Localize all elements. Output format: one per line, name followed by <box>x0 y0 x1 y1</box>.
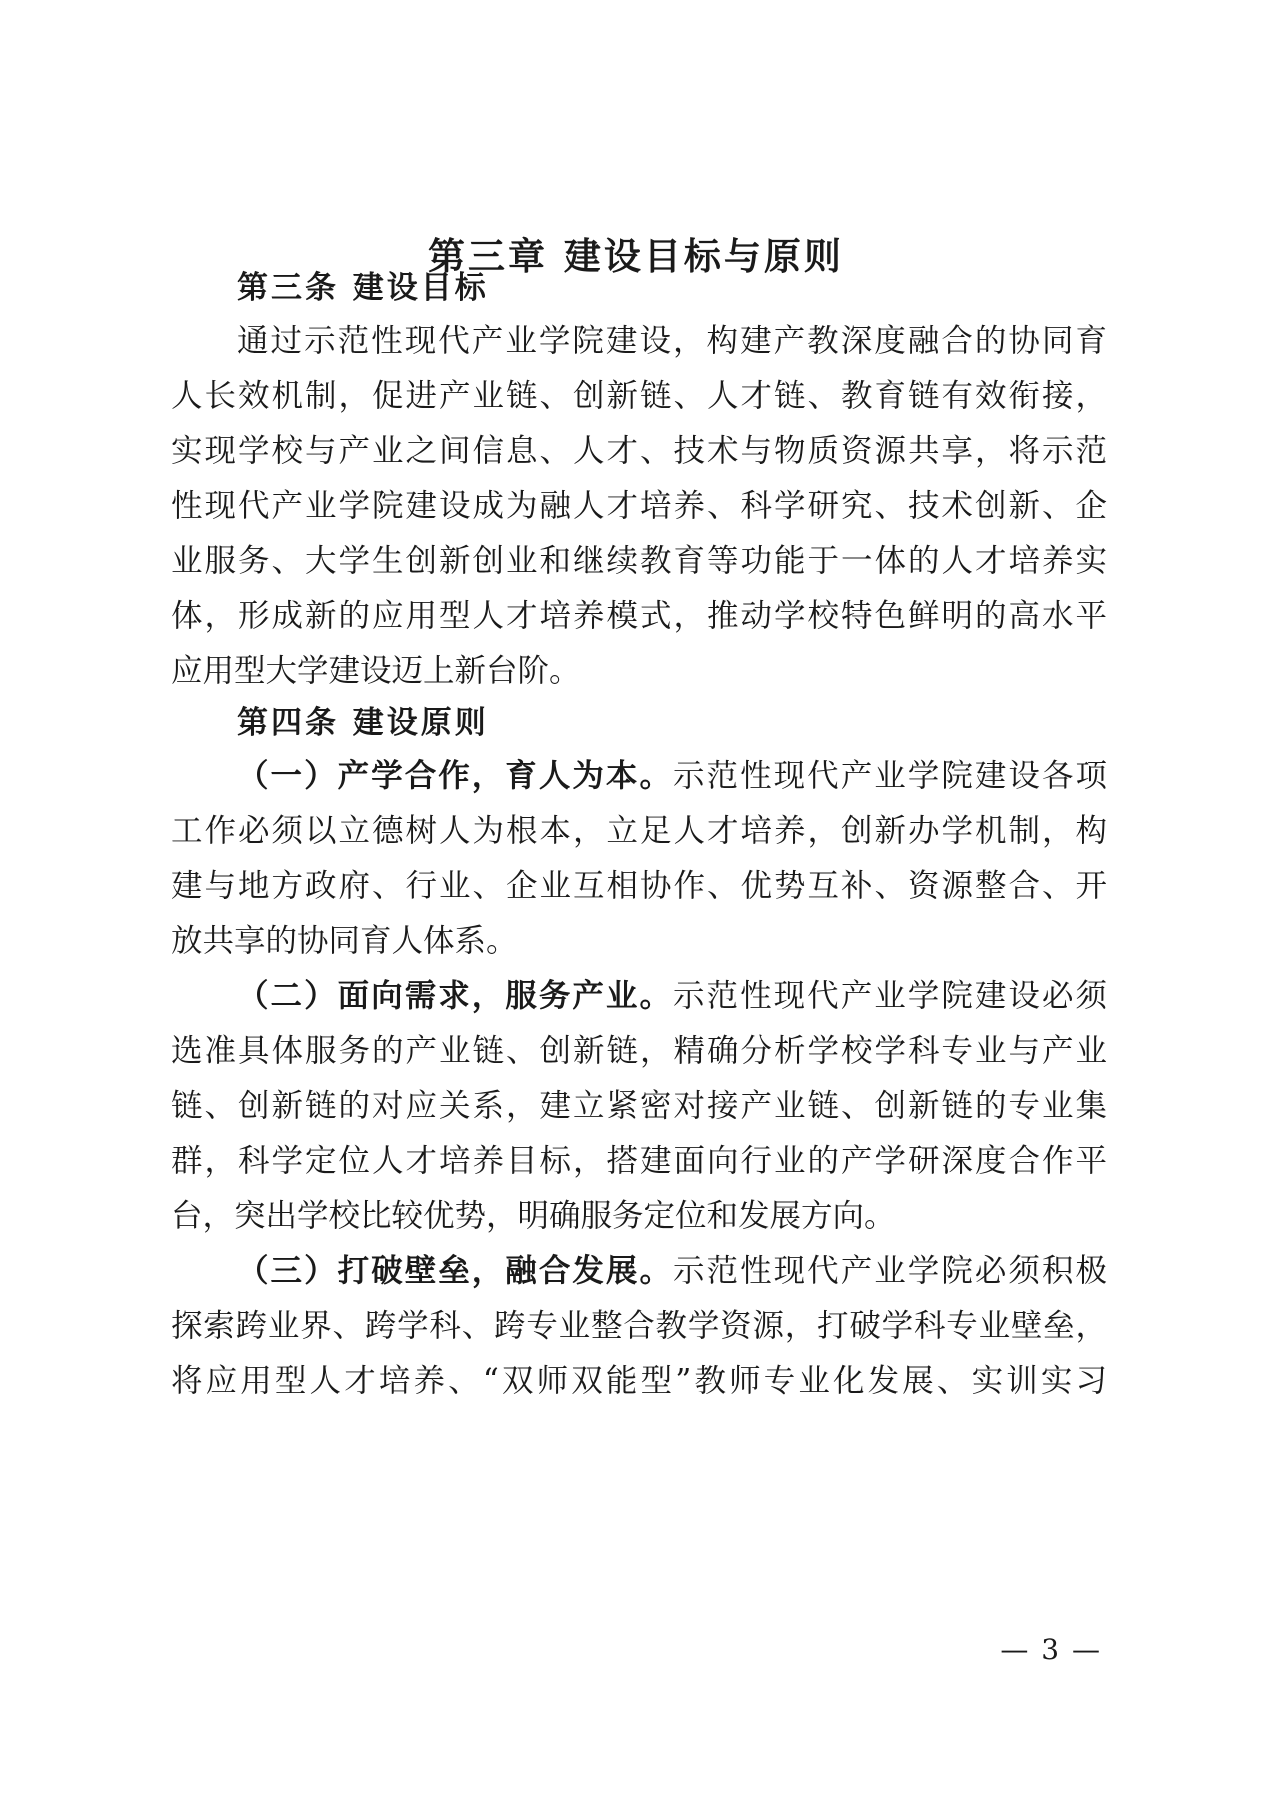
principle-2-line: 链、创新链的对应关系，建立紧密对接产业链、创新链的专业集 <box>171 1088 1107 1124</box>
article-3-line: 性现代产业学院建设成为融人才培养、科学研究、技术创新、企 <box>171 488 1107 524</box>
principle-1-first-line <box>237 753 1107 799</box>
article-3-line: 实现学校与产业之间信息、人才、技术与物质资源共享，将示范 <box>171 433 1107 469</box>
principle-3-first-line <box>237 1248 1107 1294</box>
principle-1-line: 放共享的协同育人体系。 <box>171 923 518 959</box>
article-3-line: 体，形成新的应用型人才培养模式，推动学校特色鲜明的高水平 <box>171 598 1107 634</box>
article-3-line: 业服务、大学生创新创业和继续教育等功能于一体的人才培养实 <box>171 543 1107 579</box>
article-3-line: 人长效机制，促进产业链、创新链、人才链、教育链有效衔接， <box>171 378 1107 414</box>
page-number: — 3 — <box>1000 1633 1102 1666</box>
principle-2-first-line <box>237 973 1107 1019</box>
principle-1-line: 建与地方政府、行业、企业互相协作、优势互补、资源整合、开 <box>171 868 1107 904</box>
principle-1-line: 工作必须以立德树人为根本，立足人才培养，创新办学机制，构 <box>171 813 1107 849</box>
chapter-title: 第三章 建设目标与原则 <box>428 235 844 278</box>
principle-3-line: 探索跨业界、跨学科、跨专业整合教学资源，打破学科专业壁垒， <box>171 1308 1107 1344</box>
principle-2-line: 选准具体服务的产业链、创新链，精确分析学校学科专业与产业 <box>171 1033 1107 1069</box>
article-4-heading: 第四条 建设原则 <box>237 705 489 741</box>
principle-3-text: 示范性现代产业学院必须积极 <box>673 1253 1107 1289</box>
principle-2-line: 台，突出学校比较优势，明确服务定位和发展方向。 <box>171 1198 896 1234</box>
principle-3-line: 将应用型人才培养、“双师双能型”教师专业化发展、实训实习 <box>171 1363 1107 1399</box>
article-3-line: 通过示范性现代产业学院建设，构建产教深度融合的协同育 <box>237 323 1107 359</box>
article-3-line: 应用型大学建设迈上新台阶。 <box>171 653 581 689</box>
principle-2-line: 群，科学定位人才培养目标，搭建面向行业的产学研深度合作平 <box>171 1143 1107 1179</box>
principle-2-lead: （二）面向需求，服务产业。 <box>237 978 674 1014</box>
principle-3-lead: （三）打破壁垒，融合发展。 <box>237 1253 674 1289</box>
principle-2-text: 示范性现代产业学院建设必须 <box>673 978 1107 1014</box>
article-3-heading: 第三条 建设目标 <box>237 270 489 306</box>
principle-1-lead: （一）产学合作，育人为本。 <box>237 758 674 794</box>
principle-1-text: 示范性现代产业学院建设各项 <box>673 758 1107 794</box>
